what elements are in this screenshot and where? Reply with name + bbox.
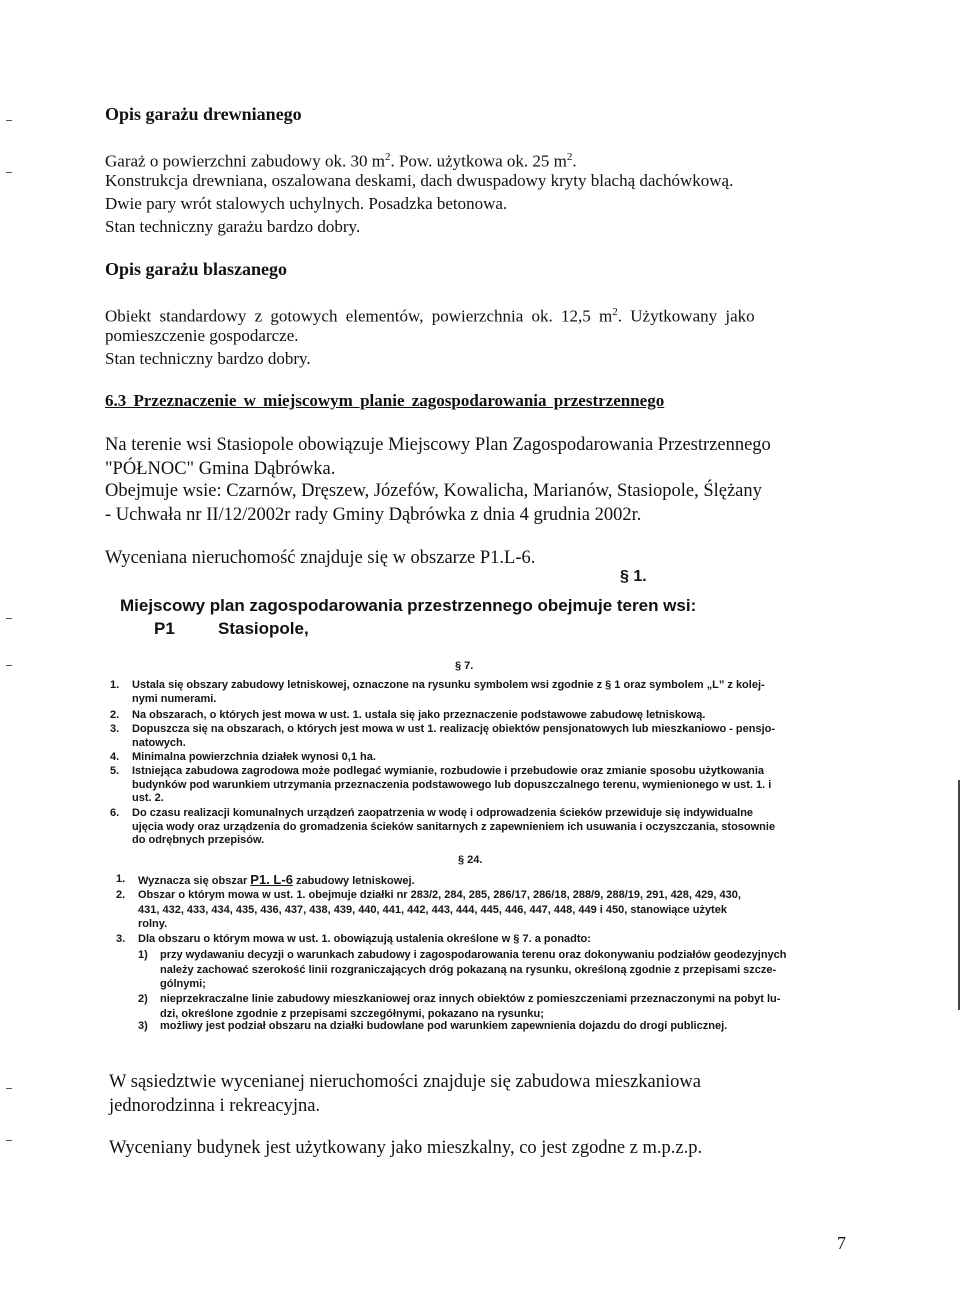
paragraph-1-sign: § 1. xyxy=(620,568,647,585)
item-line: dzi, określone zgodnie z przepisami szczegółnymi, pokazano na rysunku; xyxy=(160,1007,544,1020)
item-number: 1. xyxy=(110,679,120,691)
text-span: Wyznacza się obszar xyxy=(138,875,251,887)
item-line: należy zachować szerokość linii rozgraniczających dróg pokazaną na rysunku, określoną zgodnie z przepisami szcze- xyxy=(160,963,777,976)
margin-mark xyxy=(6,172,12,173)
item-line: Na obszarach, o których jest mowa w ust. 1. ustala się jako przeznaczenie podstawowe zabudowę letniskową. xyxy=(132,709,706,721)
item-number: 2. xyxy=(116,889,126,901)
wooden-garage-construction: Konstrukcja drewniana, oszalowana deskami, dach dwuspadowy kryty blachą dachówkową. xyxy=(105,171,734,190)
item-number: 3) xyxy=(138,1020,148,1032)
metal-garage-use: pomieszczenie gospodarcze. xyxy=(105,326,299,345)
item-number: 1) xyxy=(138,949,148,961)
item-number: 2) xyxy=(138,993,148,1005)
item-number: 3. xyxy=(116,933,126,945)
item-line: do odrębnych przepisów. xyxy=(132,834,265,846)
item-line: rolny. xyxy=(138,918,168,930)
wooden-garage-doors: Dwie pary wrót stalowych uchylnych. Posadzka betonowa. xyxy=(105,194,508,213)
superscript: 2 xyxy=(612,306,618,318)
resolution-line: - Uchwała nr II/12/2002r rady Gminy Dąbrówka z dnia 4 grudnia 2002r. xyxy=(105,505,642,525)
text-span: Obiekt standardowy z gotowych elementów, powierzchnia ok. 12,5 m xyxy=(105,306,613,326)
paragraph-7-sign: § 7. xyxy=(455,660,474,672)
superscript: 2 xyxy=(566,151,573,163)
metal-garage-condition: Stan techniczny bardzo dobry. xyxy=(105,349,311,368)
paragraph-24-sign: § 24. xyxy=(458,854,483,866)
item-line: Ustala się obszary zabudowy letniskowej, oznaczone na rysunku symbolem wsi zgodnie z § 1 oraz symbolem „L” z kolej- xyxy=(132,679,765,691)
item-line: Minimalna powierzchnia działek wynosi 0,1 ha. xyxy=(132,751,376,763)
excerpt-heading: Miejscowy plan zagospodarowania przestrzennego obejmuje teren wsi: xyxy=(120,596,697,615)
item-number: 2. xyxy=(110,709,120,721)
item-line: możliwy jest podział obszaru na działki budowlane pod warunkiem zapewnienia dojazdu do drogi publicznej. xyxy=(160,1020,728,1032)
item-number: 4. xyxy=(110,751,120,763)
villages-line: Obejmuje wsie: Czarnów, Dręszew, Józefów, Kowalicha, Marianów, Stasiopole, Ślężany xyxy=(105,481,762,501)
item-line: przy wydawaniu decyzji o warunkach zabudowy i zagospodarowania terenu oraz dokonywaniu podziałów geodezyjnych xyxy=(160,949,787,961)
metal-garage-title: Opis garażu blaszanego xyxy=(105,259,288,279)
item-line: ust. 2. xyxy=(132,792,164,804)
margin-mark xyxy=(6,1140,12,1141)
item-line: natowych. xyxy=(132,736,186,749)
margin-mark xyxy=(6,665,12,666)
margin-mark xyxy=(6,1088,12,1089)
item-line: gólnymi; xyxy=(160,978,206,990)
plan-paragraph-line1: Na terenie wsi Stasiopole obowiązuje Miejscowy Plan Zagospodarowania Przestrzennego xyxy=(105,435,771,455)
item-line: Istniejąca zabudowa zagrodowa może podlegać wymianie, rozbudowie i przebudowie oraz zmianie sposobu użytkowania xyxy=(132,765,765,777)
item-line: nymi numerami. xyxy=(132,692,217,705)
item-line: budynków pod warunkiem utrzymania przeznaczenia podstawowego lub dopuszczalnego terenu, wymienionego w ust. 1. i xyxy=(132,778,772,791)
wooden-garage-title: Opis garażu drewnianego xyxy=(105,104,302,124)
item-line xyxy=(138,873,415,889)
item-number: 3. xyxy=(110,723,120,735)
item-line: 431, 432, 433, 434, 435, 436, 437, 438, 439, 440, 441, 442, 443, 444, 445, 446, 447, 448, 449 i 450, stanowiące użytek xyxy=(138,903,727,916)
area-symbol: P1. L-6 xyxy=(250,872,293,887)
text-span: . xyxy=(572,151,577,171)
area-code: P1 xyxy=(154,619,175,638)
plan-paragraph-line2: "PÓŁNOC" Gmina Dąbrówka. xyxy=(105,459,336,479)
item-line: Do czasu realizacji komunalnych urządzeń zaopatrzenia w wodę i odprowadzenia ścieków przewiduje się indywidualne xyxy=(132,807,754,819)
item-number: 6. xyxy=(110,807,120,819)
margin-mark xyxy=(6,120,12,121)
compliance-line: Wyceniany budynek jest użytkowany jako mieszkalny, co jest zgodne z m.p.z.p. xyxy=(109,1138,703,1158)
property-area-line: Wyceniana nieruchomość znajduje się w obszarze P1.L-6. xyxy=(105,548,536,568)
text-span: zabudowy letniskowej. xyxy=(292,875,415,887)
text-span: . Użytkowany jako xyxy=(617,306,755,326)
item-line: Obszar o którym mowa w ust. 1. obejmuje działki nr 283/2, 284, 285, 286/17, 286/18, 288/9, 288/19, 291, 428, 429, 430, xyxy=(138,889,741,901)
item-line: Dla obszaru o którym mowa w ust. 1. obowiązują ustalenia określone w § 7. a ponadto: xyxy=(138,933,591,945)
neighbourhood-line2: jednorodzinna i rekreacyjna. xyxy=(109,1096,321,1116)
margin-mark xyxy=(6,618,12,619)
text-span: . Pow. użytkowa ok. 25 m xyxy=(390,151,567,171)
area-name: Stasiopole, xyxy=(218,619,309,638)
item-line: ujęcia wody oraz urządzenia do gromadzenia ścieków sanitarnych z zapewnieniem ich usuwania i oczyszczania, stosownie xyxy=(132,820,776,833)
item-number: 5. xyxy=(110,765,120,777)
superscript: 2 xyxy=(384,151,391,163)
wooden-garage-condition: Stan techniczny garażu bardzo dobry. xyxy=(105,217,361,236)
item-line: Dopuszcza się na obszarach, o których jest mowa w ust 1. realizację obiektów pensjonatowych lub mieszkaniowo - pensjo- xyxy=(132,723,776,735)
page-number: 7 xyxy=(837,1233,846,1253)
text-span: Garaż o powierzchni zabudowy ok. 30 m xyxy=(105,151,385,171)
section-6-3-title: 6.3 Przeznaczenie w miejscowym planie zagospodarowania przestrzennego xyxy=(105,391,665,410)
item-line: nieprzekraczalne linie zabudowy mieszkaniowej oraz innych obiektów z pomieszczeniami przeznaczonymi na pobyt lu- xyxy=(160,993,781,1005)
neighbourhood-line1: W sąsiedztwie wycenianej nieruchomości znajduje się zabudowa mieszkaniowa xyxy=(109,1072,701,1092)
item-number: 1. xyxy=(116,873,126,885)
